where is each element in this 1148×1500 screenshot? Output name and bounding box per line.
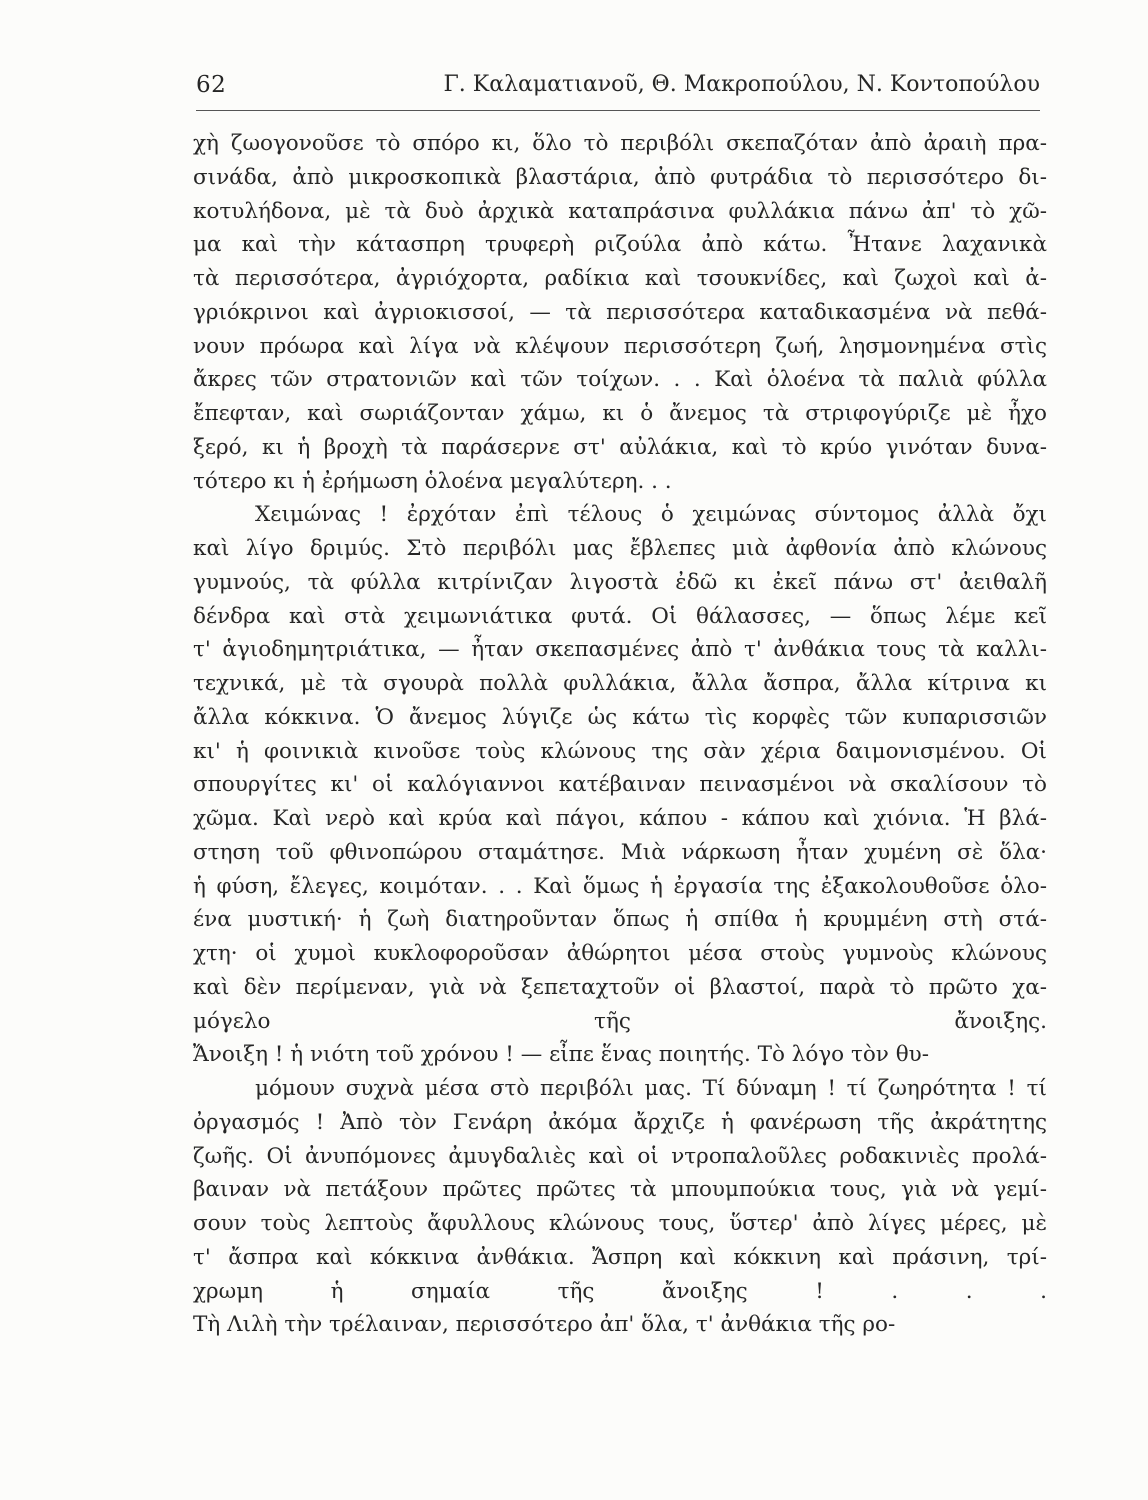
text-line: καὶ δὲν περίμεναν, γιὰ νὰ ξεπεταχτοῦν οἱ βλαστοί, παρὰ τὸ πρῶτο χα- (193, 974, 1047, 1000)
text-line: στηση τοῦ φθινοπώρου σταμάτησε. Μιὰ νάρκωση ἦταν χυμένη σὲ ὅλα· (193, 839, 1047, 865)
text-line: σπουργίτες κι' οἱ καλόγιαννοι κατέβαιναν πεινασμένοι νὰ σκαλίσουν τὸ (193, 772, 1047, 798)
text-line: κοτυλήδονα, μὲ τὰ δυὸ ἀρχικὰ καταπράσινα φυλλάκια πάνω ἀπ' τὸ χῶ- (193, 198, 1047, 224)
text-line: ζωῆς. Οἱ ἀνυπόμονες ἀμυγδαλιὲς καὶ οἱ ντροπαλοῦλες ροδακινιὲς προλά- (193, 1143, 1047, 1169)
running-head-authors: Γ. Καλαματιανοῦ, Θ. Μακροπούλου, Ν. Κοντοπούλου (443, 72, 1040, 97)
text-line: γυμνούς, τὰ φύλλα κιτρίνιζαν λιγοστὰ ἐδῶ κι ἐκεῖ πάνω στ' ἀειθαλῆ (193, 569, 1047, 595)
text-line: μα καὶ τὴν κάτασπρη τρυφερὴ ριζούλα ἀπὸ κάτω. Ἦτανε λαχανικὰ (193, 232, 1047, 258)
text-line: τεχνικά, μὲ τὰ σγουρὰ πολλὰ φυλλάκια, ἄλλα ἄσπρα, ἄλλα κίτρινα κι (193, 671, 1047, 696)
text-line: χτη· οἱ χυμοὶ κυκλοφοροῦσαν ἀθώρητοι μέσα στοὺς γυμνοὺς κλώνους (193, 941, 1047, 966)
page-header (196, 72, 1040, 112)
text-line: ἄλλα κόκκινα. Ὁ ἄνεμος λύγιζε ὡς κάτω τὶς κορφὲς τῶν κυπαρισσιῶν (193, 704, 1047, 730)
text-line: κι' ἡ φοινικιὰ κινοῦσε τοὺς κλώνους της σὰν χέρια δαιμονισμένου. Οἱ (193, 738, 1047, 764)
text-line: δένδρα καὶ στὰ χειμωνιάτικα φυτά. Οἱ θάλασσες, — ὅπως λέμε κεῖ (193, 603, 1047, 629)
page-number: 62 (196, 72, 227, 98)
text-line: τ' ἄσπρα καὶ κόκκινα ἀνθάκια. Ἄσπρη καὶ κόκκινη καὶ πράσινη, τρί- (193, 1244, 1047, 1270)
text-line: τὰ περισσότερα, ἀγριόχορτα, ραδίκια καὶ τσουκνίδες, καὶ ζωχοὶ καὶ ἀ- (193, 266, 1047, 291)
text-line: ἄκρες τῶν στρατονιῶν καὶ τῶν τοίχων. . . Καὶ ὁλοένα τὰ παλιὰ φύλλα (193, 367, 1047, 393)
body-text (193, 127, 1047, 1376)
text-line: ἔπεφταν, καὶ σωριάζονταν χάμω, κι ὁ ἄνεμος τὰ στριφογύριζε μὲ ἦχο (193, 401, 1047, 426)
header-rule (196, 110, 1040, 111)
text-line: βαιναν νὰ πετάξουν πρῶτες πρῶτες τὰ μπουμπούκια τους, γιὰ νὰ γεμί- (193, 1177, 1047, 1203)
text-line: νουν πρόωρα καὶ λίγα νὰ κλέψουν περισσότερη ζωή, λησμονημένα στὶς (193, 333, 1047, 359)
text-line: καὶ λίγο δριμύς. Στὸ περιβόλι μας ἔβλεπες μιὰ ἀφθονία ἀπὸ κλώνους (193, 536, 1047, 561)
text-line: ξερό, κι ἡ βροχὴ τὰ παράσερνε στ' αὐλάκια, καὶ τὸ κρύο γινόταν δυνα- (193, 434, 1047, 460)
text-line: Τὴ Λιλὴ τὴν τρέλαιναν, περισσότερο ἀπ' ὅλα, τ' ἀνθάκια τῆς ρο- (193, 1312, 896, 1338)
text-line: γριόκρινοι καὶ ἀγριοκισσοί, — τὰ περισσότερα καταδικασμένα νὰ πεθά- (193, 299, 1047, 325)
paragraph-start-line: Χειμώνας ! ἐρχόταν ἐπὶ τέλους ὁ χειμώνας σύντομος ἀλλὰ ὄχι (255, 502, 1047, 528)
paragraph-start-line (193, 1342, 1047, 1376)
text-line: χρωμη ἡ σημαία τῆς ἄνοιξης ! . . . (193, 1278, 1047, 1304)
text-line: Ἄνοιξη ! ἡ νιότη τοῦ χρόνου ! — εἶπε ἕνας ποιητής. Τὸ λόγο τὸν θυ- (193, 1042, 929, 1068)
text-line: χῶμα. Καὶ νερὸ καὶ κρύα καὶ πάγοι, κάπου - κάπου καὶ χιόνια. Ἡ βλά- (193, 806, 1047, 831)
text-line: ένα μυστική· ἡ ζωὴ διατηροῦνταν ὅπως ἡ σπίθα ἡ κρυμμένη στὴ στά- (193, 907, 1047, 933)
text-line: τότερο κι ἡ ἐρήμωση ὁλοένα μεγαλύτερη. . . (193, 468, 672, 494)
text-line: σουν τοὺς λεπτοὺς ἄφυλλους κλώνους τους, ὕστερ' ἀπὸ λίγες μέρες, μὲ (193, 1211, 1047, 1236)
text-line: ἡ φύση, ἔλεγες, κοιμόταν. . . Καὶ ὅμως ἡ ἐργασία της ἐξακολουθοῦσε ὁλο- (193, 873, 1047, 899)
text-line: σινάδα, ἀπὸ μικροσκοπικὰ βλαστάρια, ἀπὸ φυτράδια τὸ περισσότερο δι- (193, 164, 1047, 190)
text-line: ὀργασμός ! Ἀπὸ τὸν Γενάρη ἀκόμα ἄρχιζε ἡ φανέρωση τῆς ἀκράτητης (193, 1109, 1047, 1135)
text-line: μόγελο τῆς ἄνοιξης. (193, 1008, 1047, 1034)
text-line: τ' ἁγιοδημητριάτικα, — ἦταν σκεπασμένες ἀπὸ τ' ἀνθάκια τους τὰ καλλι- (193, 637, 1047, 663)
paragraph-start-line: μόμουν συχνὰ μέσα στὸ περιβόλι μας. Τί δύναμη ! τί ζωηρότητα ! τί (255, 1076, 1047, 1101)
text-line: χὴ ζωογονοῦσε τὸ σπόρο κι, ὅλο τὸ περιβόλι σκεπαζόταν ἀπὸ ἀραιὴ πρα- (193, 131, 1047, 156)
